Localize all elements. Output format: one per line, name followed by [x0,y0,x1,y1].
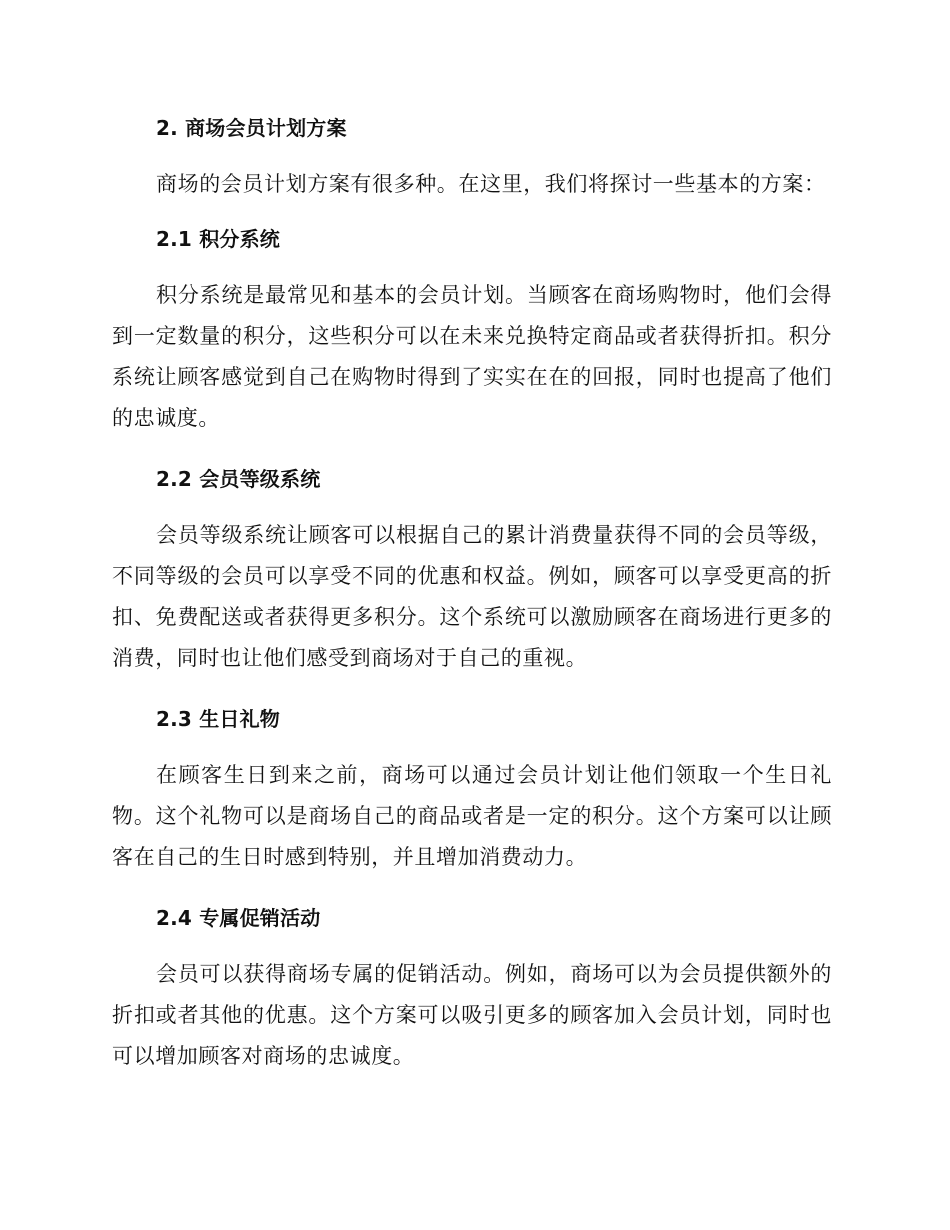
section-body: 会员等级系统让顾客可以根据自己的累计消费量获得不同的会员等级，不同等级的会员可以享受不同的优惠和权益。例如，顾客可以享受更高的折扣、免费配送或者获得更多积分。这个系统可以激励顾客在商场进行更多的消费，同时也让他们感受到商场对于自己的重视。 [112,523,832,670]
section-heading: 2.1 积分系统 [156,227,280,251]
section-body: 会员可以获得商场专属的促销活动。例如，商场可以为会员提供额外的折扣或者其他的优惠。这个方案可以吸引更多的顾客加入会员计划，同时也可以增加顾客对商场的忠诚度。 [112,962,832,1068]
section-body: 积分系统是最常见和基本的会员计划。当顾客在商场购物时，他们会得到一定数量的积分，这些积分可以在未来兑换特定商品或者获得折扣。积分系统让顾客感觉到自己在购物时得到了实实在在的回报，同时也提高了他们的忠诚度。 [112,283,832,430]
section-member-tier-system [112,459,832,679]
section-heading: 2.3 生日礼物 [156,707,280,731]
section-heading: 2.2 会员等级系统 [156,467,321,491]
section-points-system [112,219,832,439]
section-exclusive-promotions [112,898,832,1077]
section-heading: 2.4 专属促销活动 [156,906,321,930]
document-page [112,108,832,1097]
section-birthday-gift [112,699,832,878]
document-title: 2. 商场会员计划方案 [156,116,347,140]
intro-paragraph: 商场的会员计划方案有很多种。在这里，我们将探讨一些基本的方案： [156,172,826,196]
section-body: 在顾客生日到来之前，商场可以通过会员计划让他们领取一个生日礼物。这个礼物可以是商场自己的商品或者是一定的积分。这个方案可以让顾客在自己的生日时感到特别，并且增加消费动力。 [112,763,832,869]
